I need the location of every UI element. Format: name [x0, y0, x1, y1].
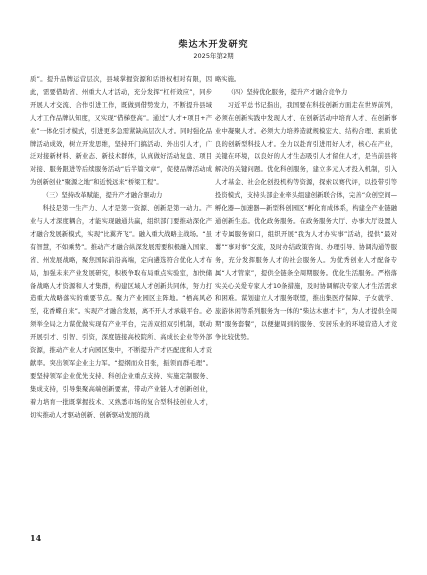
page-number: 14	[30, 533, 42, 543]
paragraph: 科技是第一生产力、人才是第一资源、创新是第一动力。产业与人才深度耦合，才能实现融通共赢，组织部门要推动深化产才融合发展新模式，实现“比翼齐飞”。融入重大战略主战场。“虽有智慧，不如乘势”。推动产才融合纵深发展需要积极融入国家、省、州发展战略，聚焦国际前沿高端，定向遴选符合优化人才布局，加强未来产业发展研究，积极争取布局重点实验室，加快储备战略人才资源和人才集群，构建区域人才创新共同体，努力打造重大战略落实的重要节点。聚力产业园区主阵地。“栖高风必至，花香蝶自来”。实现产才融合发展，离不开人才承载平台。必须举全局之力谋优做实现有产业平台，完善双招双引机制，联动开展引才、引智、引资，深度链接高校院所、高成长企业等外部资源，推动产业人才向园区集中，不断提升产才匹配度和人才贡献率。突出领军企业主力军。“提纲而众目张，振领而群毛理”。要坚持领军企业优先支持、科创企业重点支持、实施定制服务、集成支持，引导集聚高端创新要素，带动产业链人才创新创业，着力培育一批既掌握技术、又熟悉市场的复合型科技创业人才，切实推动人才驱动创新、创新驱动发展的战	[30, 205, 212, 419]
section-heading: （四）坚持优化服务，提升产才融合竞争力	[227, 88, 348, 96]
page-header	[0, 40, 427, 61]
paragraph: 略实施。	[215, 76, 241, 83]
section-heading: （三）坚持改革赋能，提升产才融合驱动力	[42, 192, 163, 200]
issue-label: 2025年第2期	[193, 52, 234, 60]
right-column	[215, 74, 397, 345]
paragraph: 质”。提升品牌运营层次，县域掌握资源和话语权相对有限，因此，需要借助省、州重大人才活动，充分发挥“杠杆效应”，同步开展人才交流、合作引进工作，既做到借势发力，不断提升县域人才工作品牌认知度，又实现“借梯登高”。通过“人才+项目+产业”一体化引才模式，引进更多急需紧缺高层次人才。同时强化品牌活动成效，树立开发思维，坚持开门搞活动、外出引人才，广泛对接新材料、新业态、新技术群体，认真做好活动复盘、项目对接、服务跟进等后续服务活动“后半篇文章”，促使品牌活动成为创新创业“聚源之地”和近悦远来“桥梁工程”。	[30, 76, 212, 187]
left-column	[30, 74, 212, 422]
paragraph: 习近平总书记指出，我国要在科技创新方面走在世界前列，必须在创新实践中发现人才、在创新活动中培育人才、在创新事业中凝聚人才。必须大力培养造就规模宏大、结构合理、素质优良的创新型科技人才。全力以赴育引进用好人才，核心在产业，关键在环境，以良好的人才生态吸引人才留住人才，是当前县将解决的关键问题。优化科创服务，建立多元人才投入机制，引入人才基金、社会化创投机构等资源，探索以赛代评，以投带引等投资模式，支持头部企业牵头组建创新联合体，完善“众创空间—孵化器—加速器—新型科创园区”孵化育成体系，构建全产业链融通创新生态。优化政务服务。在政务服务大厅、办事大厅设置人才专属服务窗口，组织开展“我为人才办实事”活动，提供“最对薯”“事对事”交流，及时办结政策咨询、办理引导、协调沟通等服务，充分发挥服务人才的社会服务人。为优秀创业人才配备专属“人才管家”，提供全链条全周期服务。优化生活服务。严格落实关心关爱专家人才10条措施，及时协调解决专家人才生活需求和困难。谋划建立人才服务联盟，推出集医疗保障、子女就学、旅游休闲等系列服务为一体的“柴达木惠才卡”，为人才提供全周期“服务套餐”，以便捷周到的服务、安居乐业的环境营造人才竞争比较优势。	[215, 101, 397, 342]
journal-title: 柴达木开发研究	[178, 40, 249, 50]
